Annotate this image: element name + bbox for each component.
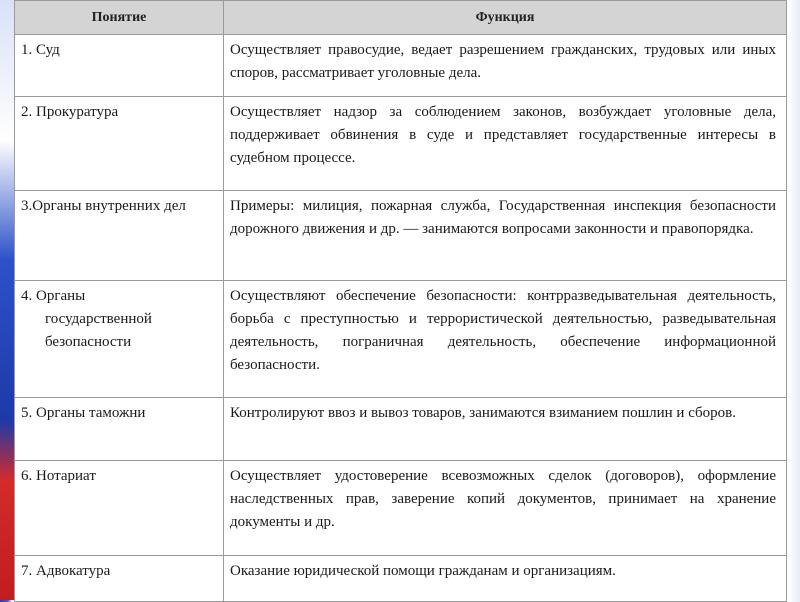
row-concept-line: 4. Органы — [21, 288, 86, 304]
row-concept-line: государственной — [45, 311, 152, 327]
row-concept-line: безопасности — [45, 334, 132, 350]
row-concept: 7. Адвокатура — [15, 556, 224, 602]
row-function: Осуществляет надзор за соблюдением законов, возбуждает уголовные дела, поддерживает обвинения в суде и представляет государственные интересы в судебном процессе. — [224, 97, 787, 191]
concepts-table — [14, 0, 787, 602]
row-concept: 6. Нотариат — [15, 461, 224, 556]
row-function: Осуществляет правосудие, ведает разрешением гражданских, трудовых или иных споров, рассматривает уголовные дела. — [224, 35, 787, 97]
row-concept: 1. Суд — [15, 35, 224, 97]
row-function: Осуществляет удостоверение всевозможных сделок (договоров), оформление наследственных прав, заверение копий документов, принимает на хранение документы и др. — [224, 461, 787, 556]
header-concept: Понятие — [15, 1, 224, 35]
table-header-row — [15, 1, 787, 35]
row-concept: 2. Прокуратура — [15, 97, 224, 191]
flag-decoration — [0, 0, 14, 600]
row-function: Осуществляют обеспечение безопасности: контрразведывательная деятельность, борьба с преступностью и террористической деятельностью, разведывательная деятельность, пограничная деятельность, обеспечение информационной безопасности. — [224, 281, 787, 398]
row-concept — [15, 281, 224, 398]
row-concept: 3.Органы внутренних дел — [15, 191, 224, 281]
table-row — [15, 556, 787, 602]
row-function: Оказание юридической помощи гражданам и организациям. — [224, 556, 787, 602]
table-row — [15, 398, 787, 461]
table-row — [15, 281, 787, 398]
row-concept: 5. Органы таможни — [15, 398, 224, 461]
row-function: Контролируют ввоз и вывоз товаров, занимаются взиманием пошлин и сборов. — [224, 398, 787, 461]
table-row — [15, 97, 787, 191]
table-row — [15, 191, 787, 281]
header-function: Функция — [224, 1, 787, 35]
row-function: Примеры: милиция, пожарная служба, Государственная инспекция безопасности дорожного движения и др. — занимаются вопросами законности и правопорядка. — [224, 191, 787, 281]
table-row — [15, 35, 787, 97]
table-row — [15, 461, 787, 556]
